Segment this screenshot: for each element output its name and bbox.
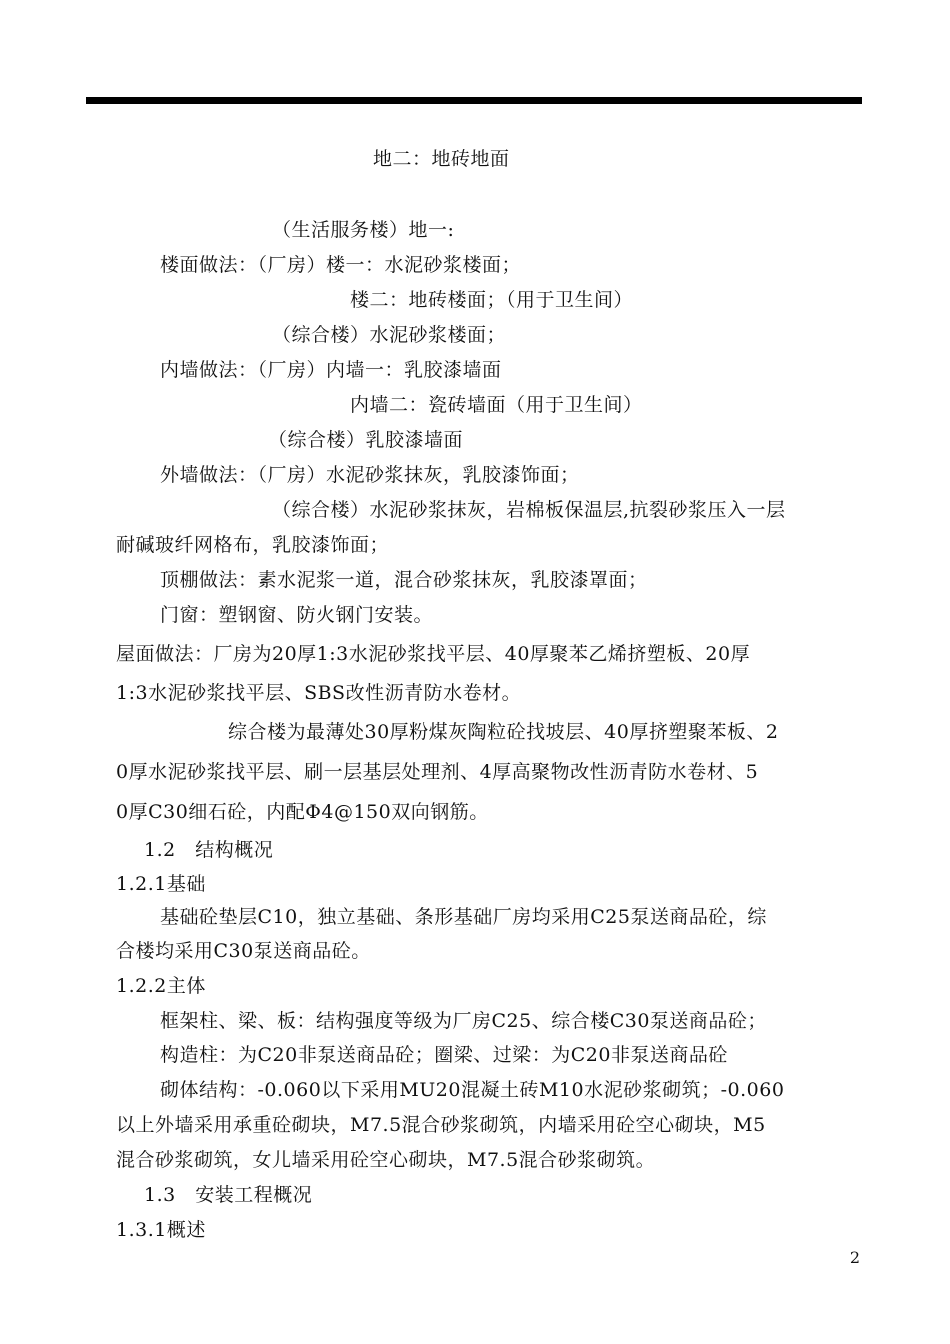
- header-rule: [86, 97, 862, 104]
- text-line: 楼二：地砖楼面；（用于卫生间）: [350, 289, 634, 311]
- section-heading: 1.2.2主体: [116, 975, 206, 997]
- text-line: 外墙做法：（厂房）水泥砂浆抹灰，乳胶漆饰面；: [160, 464, 580, 486]
- text-line: 内墙二：瓷砖墙面（用于卫生间）: [350, 394, 643, 416]
- text-line: （综合楼）水泥砂浆抹灰，岩棉板保温层,抗裂砂浆压入一层: [272, 499, 786, 521]
- text-line: 顶棚做法：素水泥浆一道，混合砂浆抹灰，乳胶漆罩面；: [160, 569, 648, 591]
- text-line: 耐碱玻纤网格布，乳胶漆饰面；: [116, 534, 390, 556]
- text-line: 混合砂浆砌筑，女儿墙采用砼空心砌块，M7.5混合砂浆砌筑。: [116, 1149, 656, 1171]
- text-line: 以上外墙采用承重砼砌块，M7.5混合砂浆砌筑，内墙采用砼空心砌块，M5: [116, 1114, 766, 1136]
- section-heading: 1.3.1概述: [116, 1219, 206, 1241]
- text-line: 基础砼垫层C10，独立基础、条形基础厂房均采用C25泵送商品砼，综: [160, 906, 767, 928]
- section-heading: 地二：地砖地面: [373, 148, 510, 170]
- text-line: 砌体结构：-0.060以下采用MU20混凝土砖M10水泥砂浆砌筑；-0.060: [160, 1079, 785, 1101]
- section-heading: 1.2.1基础: [116, 873, 206, 895]
- text-line: （生活服务楼）地一:: [272, 219, 455, 241]
- section-heading: 1.3 安装工程概况: [144, 1184, 313, 1206]
- text-line: 综合楼为最薄处30厚粉煤灰陶粒砼找坡层、40厚挤塑聚苯板、2: [228, 721, 779, 743]
- text-line: 合楼均采用C30泵送商品砼。: [116, 940, 371, 962]
- text-line: 内墙做法：（厂房）内墙一：乳胶漆墙面: [160, 359, 502, 381]
- text-line: 0厚水泥砂浆找平层、刷一层基层处理剂、4厚高聚物改性沥青防水卷材、5: [116, 761, 759, 783]
- text-line: 门窗：塑钢窗、防火钢门安装。: [160, 604, 434, 626]
- text-line: 1:3水泥砂浆找平层、SBS改性沥青防水卷材。: [116, 682, 522, 704]
- page-number: 2: [849, 1248, 860, 1267]
- text-line: （综合楼）水泥砂浆楼面；: [272, 324, 507, 346]
- text-line: （综合楼）乳胶漆墙面: [268, 429, 464, 451]
- section-heading: 1.2 结构概况: [144, 839, 274, 861]
- text-line: 楼面做法：（厂房）楼一：水泥砂浆楼面；: [160, 254, 522, 276]
- text-line: 0厚C30细石砼，内配Φ4@150双向钢筋。: [116, 801, 489, 823]
- text-line: 构造柱：为C20非泵送商品砼；圈梁、过梁：为C20非泵送商品砼: [160, 1044, 728, 1066]
- text-line: 框架柱、梁、板：结构强度等级为厂房C25、综合楼C30泵送商品砼；: [160, 1010, 767, 1032]
- text-line: 屋面做法：厂房为20厚1:3水泥砂浆找平层、40厚聚苯乙烯挤塑板、20厚: [116, 643, 751, 665]
